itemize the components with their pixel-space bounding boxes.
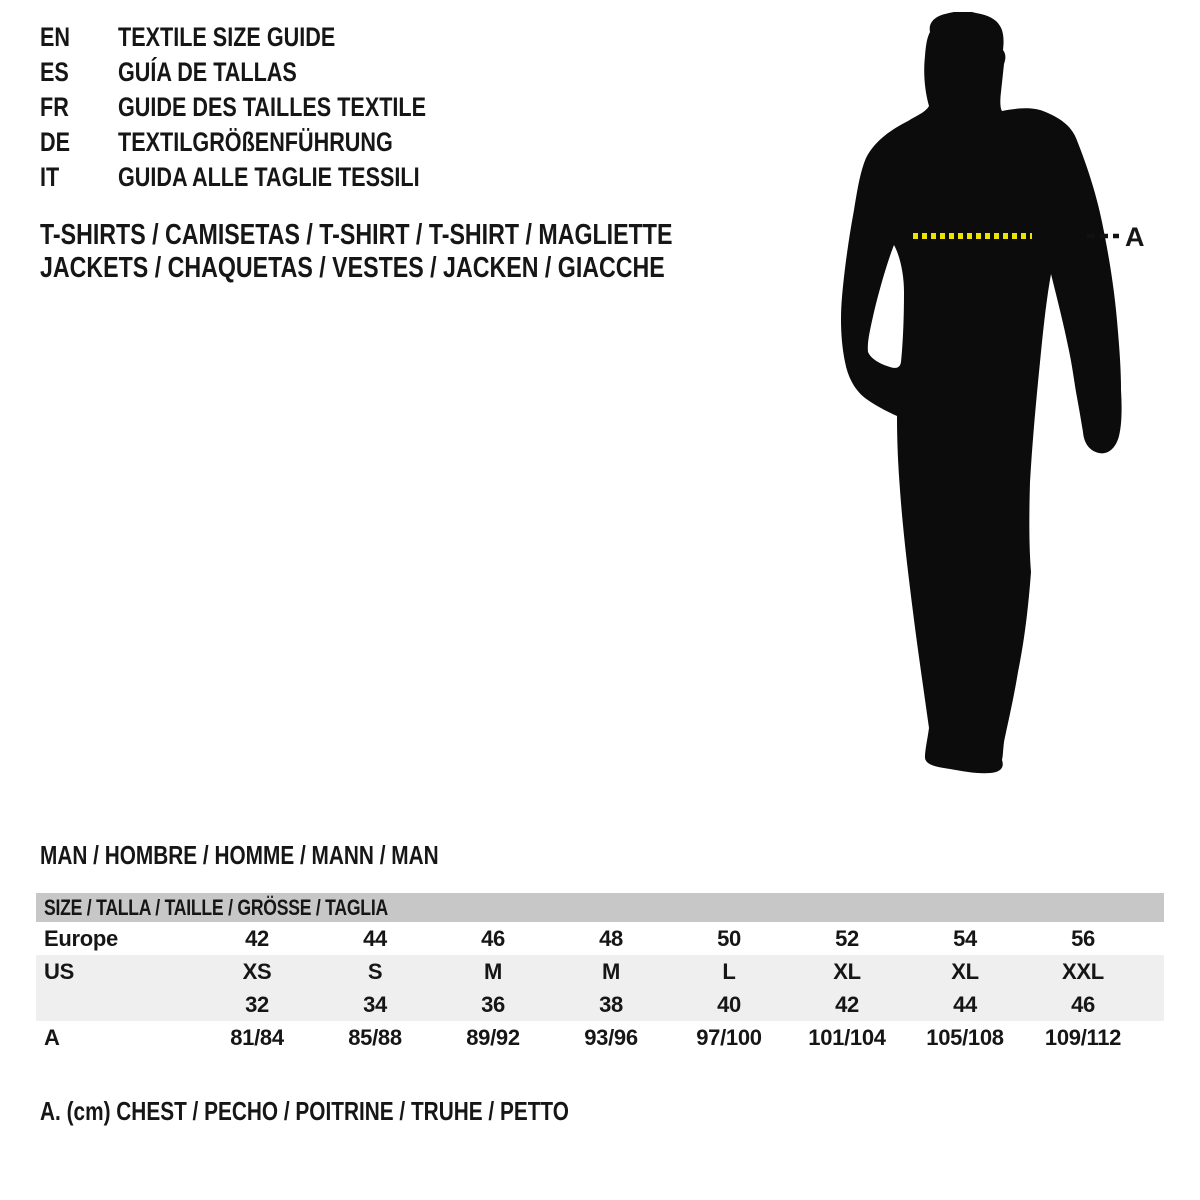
table-cell: 54 bbox=[953, 926, 977, 951]
table-cell: 105/108 bbox=[926, 1025, 1004, 1050]
list-item bbox=[40, 20, 503, 55]
lang-title: TEXTILE SIZE GUIDE bbox=[118, 22, 336, 52]
lang-title: GUIDA ALLE TAGLIE TESSILI bbox=[118, 162, 420, 192]
lang-code: EN bbox=[40, 22, 71, 52]
category-line-tshirts: T-SHIRTS / CAMISETAS / T-SHIRT / T-SHIRT / MAGLIETTE bbox=[40, 219, 673, 251]
table-cell: 46 bbox=[1071, 992, 1095, 1017]
table-cell: XS bbox=[242, 959, 272, 984]
table-cell: 97/100 bbox=[696, 1025, 762, 1050]
table-cell: 109/112 bbox=[1044, 1025, 1122, 1050]
table-cell: 48 bbox=[599, 926, 623, 951]
table-cell: 38 bbox=[599, 992, 623, 1017]
row-label: US bbox=[44, 959, 74, 984]
lang-code: DE bbox=[40, 127, 71, 157]
table-cell: 85/88 bbox=[348, 1025, 402, 1050]
lang-code: FR bbox=[40, 92, 69, 122]
table-cell: 42 bbox=[245, 926, 269, 951]
lang-title: GUIDE DES TAILLES TEXTILE bbox=[118, 92, 427, 122]
table-cell: L bbox=[722, 959, 736, 984]
table-cell: S bbox=[367, 959, 383, 984]
measure-point-a-label: A bbox=[1125, 222, 1145, 252]
row-label: A bbox=[44, 1025, 60, 1050]
row-label bbox=[36, 988, 198, 1021]
table-cell: 40 bbox=[717, 992, 741, 1017]
table-cell: 50 bbox=[717, 926, 741, 951]
table-cell: 42 bbox=[835, 992, 859, 1017]
table-cell: 52 bbox=[835, 926, 859, 951]
man-silhouette bbox=[841, 12, 1122, 773]
list-item bbox=[40, 90, 503, 125]
lang-code: IT bbox=[40, 162, 60, 192]
category-line-jackets: JACKETS / CHAQUETAS / VESTES / JACKEN / GIACCHE bbox=[40, 252, 665, 284]
list-item bbox=[40, 125, 503, 160]
table-cell: 89/92 bbox=[466, 1025, 520, 1050]
lang-code: ES bbox=[40, 57, 69, 87]
table-cell: 44 bbox=[953, 992, 977, 1017]
table-cell: 81/84 bbox=[230, 1025, 284, 1050]
table-cell: 101/104 bbox=[808, 1025, 886, 1050]
table-row-chest-a bbox=[36, 1021, 1164, 1054]
table-cell: 44 bbox=[363, 926, 387, 951]
table-cell: XL bbox=[833, 959, 861, 984]
table-row-us-numeric bbox=[36, 988, 1164, 1021]
table-cell: M bbox=[601, 959, 621, 984]
size-table bbox=[36, 893, 1164, 1054]
section-title: MAN / HOMBRE / HOMME / MANN / MAN bbox=[40, 840, 439, 870]
lang-title: GUÍA DE TALLAS bbox=[118, 57, 297, 87]
measurement-footnote: A. (cm) CHEST / PECHO / POITRINE / TRUHE / PETTO bbox=[40, 1096, 569, 1126]
table-cell: 32 bbox=[245, 992, 269, 1017]
row-label: Europe bbox=[44, 926, 118, 951]
table-cell: XL bbox=[951, 959, 979, 984]
table-cell: 34 bbox=[363, 992, 387, 1017]
table-cell: 93/96 bbox=[584, 1025, 638, 1050]
list-item bbox=[40, 160, 503, 195]
lang-title: TEXTILGRÖßENFÜHRUNG bbox=[118, 127, 393, 157]
table-cell: M bbox=[483, 959, 503, 984]
table-cell: 46 bbox=[481, 926, 505, 951]
list-item bbox=[40, 55, 503, 90]
table-row-us bbox=[36, 955, 1164, 988]
table-cell: XXL bbox=[1062, 959, 1104, 984]
table-row-europe bbox=[36, 922, 1164, 955]
language-guide-list bbox=[40, 20, 503, 195]
product-categories bbox=[40, 219, 831, 285]
table-cell: 36 bbox=[481, 992, 505, 1017]
table-header: SIZE / TALLA / TAILLE / GRÖSSE / TAGLIA bbox=[44, 895, 388, 920]
table-cell: 56 bbox=[1071, 926, 1095, 951]
measurement-figure bbox=[838, 12, 1160, 777]
